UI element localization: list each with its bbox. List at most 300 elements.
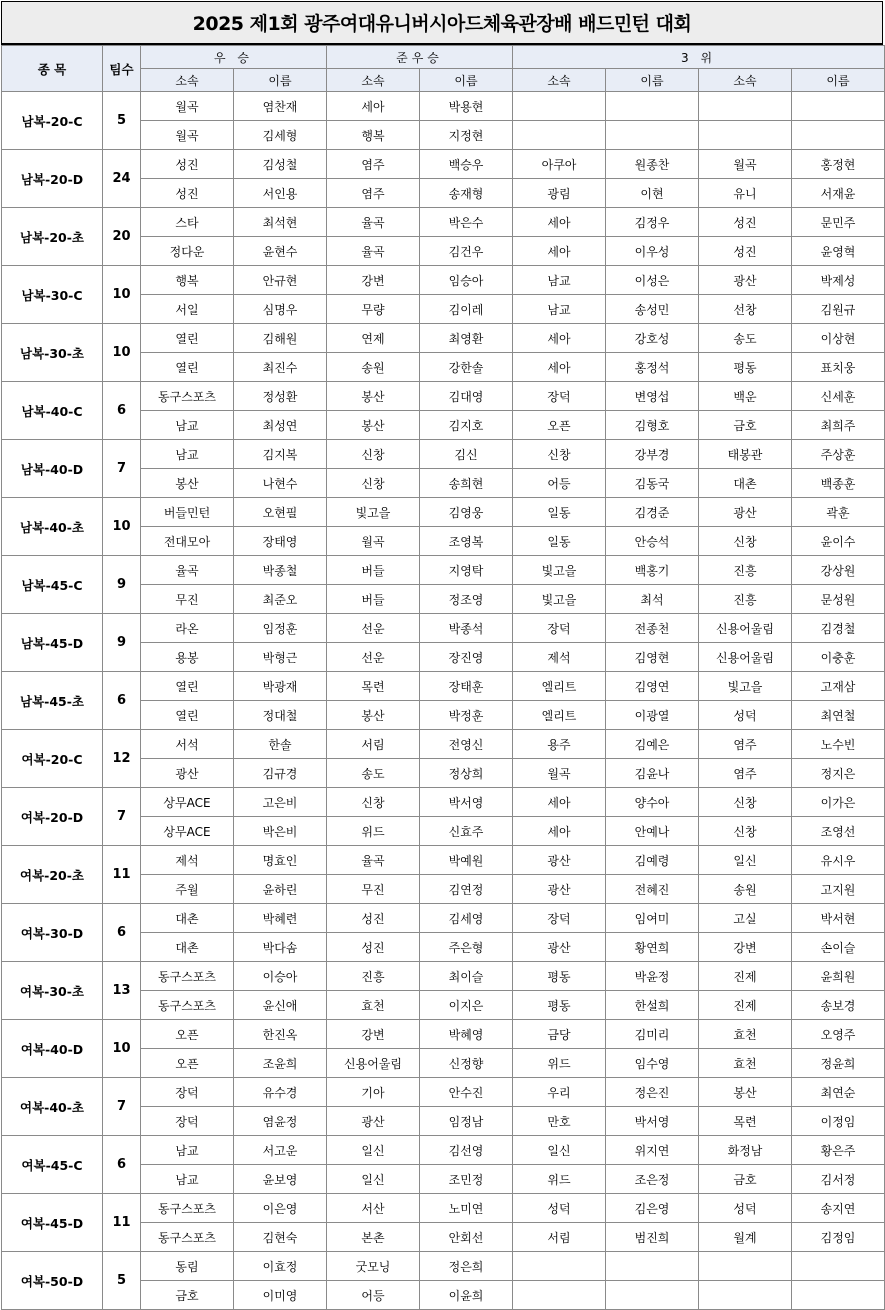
third-a-name: 범진희 [606,1223,699,1252]
header-name: 이름 [420,69,513,92]
third-a-name: 임여미 [606,904,699,933]
runner-up-name: 송재형 [420,179,513,208]
third-b-name: 송보경 [792,991,885,1020]
winner-name: 최석현 [234,208,327,237]
team-count-cell: 10 [103,266,141,324]
runner-up-affiliation: 일신 [327,1165,420,1194]
runner-up-affiliation: 성진 [327,933,420,962]
third-a-affiliation: 위드 [513,1165,606,1194]
runner-up-affiliation: 행복 [327,121,420,150]
winner-name: 최준오 [234,585,327,614]
third-a-name: 전혜진 [606,875,699,904]
third-b-name: 김원규 [792,295,885,324]
runner-up-name: 임정남 [420,1107,513,1136]
third-b-name: 문민주 [792,208,885,237]
winner-affiliation: 전대모아 [141,527,234,556]
third-b-affiliation [699,1281,792,1310]
team-count-cell: 9 [103,614,141,672]
winner-affiliation: 서석 [141,730,234,759]
third-b-name: 윤희원 [792,962,885,991]
third-a-affiliation: 광산 [513,846,606,875]
runner-up-affiliation: 무진 [327,875,420,904]
third-a-name: 김윤나 [606,759,699,788]
third-b-name: 문성원 [792,585,885,614]
category-cell: 남복-30-초 [2,324,103,382]
table-row [2,266,885,295]
runner-up-affiliation: 기아 [327,1078,420,1107]
third-b-affiliation: 선창 [699,295,792,324]
third-b-name: 유시우 [792,846,885,875]
third-a-affiliation: 빛고을 [513,585,606,614]
third-a-name [606,121,699,150]
sheet-title: 2025 제1회 광주여대유니버시아드체육관장배 배드민턴 대회 [1,1,883,45]
third-a-name: 김경준 [606,498,699,527]
runner-up-name: 김신 [420,440,513,469]
runner-up-affiliation: 일신 [327,1136,420,1165]
runner-up-affiliation: 무량 [327,295,420,324]
runner-up-affiliation: 신용어울림 [327,1049,420,1078]
third-b-affiliation: 월계 [699,1223,792,1252]
table-row [2,614,885,643]
third-b-affiliation: 평동 [699,353,792,382]
third-b-affiliation: 성덕 [699,701,792,730]
runner-up-affiliation: 선운 [327,614,420,643]
third-b-affiliation: 유니 [699,179,792,208]
winner-affiliation: 상무ACE [141,788,234,817]
team-count-cell: 10 [103,324,141,382]
table-row [2,1078,885,1107]
winner-affiliation: 동구스포츠 [141,1194,234,1223]
third-b-name: 조영선 [792,817,885,846]
winner-name: 김규경 [234,759,327,788]
third-a-affiliation: 세아 [513,208,606,237]
runner-up-name: 김대영 [420,382,513,411]
table-row [2,962,885,991]
winner-name: 염찬재 [234,92,327,121]
table-row [2,1136,885,1165]
runner-up-affiliation: 서산 [327,1194,420,1223]
winner-name: 김성철 [234,150,327,179]
header-name: 이름 [234,69,327,92]
third-a-name: 박서영 [606,1107,699,1136]
third-b-name [792,1281,885,1310]
third-a-affiliation [513,92,606,121]
third-b-affiliation: 고실 [699,904,792,933]
third-a-name: 양수아 [606,788,699,817]
table-row [2,846,885,875]
winner-name: 유수경 [234,1078,327,1107]
winner-affiliation: 서일 [141,295,234,324]
team-count-cell: 7 [103,440,141,498]
third-a-name: 김예령 [606,846,699,875]
runner-up-affiliation: 신창 [327,469,420,498]
runner-up-name: 정조영 [420,585,513,614]
table-row [2,324,885,353]
third-b-name: 곽훈 [792,498,885,527]
runner-up-affiliation: 송도 [327,759,420,788]
winner-affiliation: 동구스포츠 [141,991,234,1020]
third-b-affiliation: 염주 [699,759,792,788]
third-b-affiliation: 진흥 [699,556,792,585]
category-cell: 여복-30-초 [2,962,103,1020]
winner-affiliation: 열린 [141,324,234,353]
third-a-name: 최석 [606,585,699,614]
runner-up-name: 박예원 [420,846,513,875]
category-cell: 남복-45-초 [2,672,103,730]
header-affiliation: 소속 [327,69,420,92]
runner-up-name: 최영환 [420,324,513,353]
winner-name: 박다솜 [234,933,327,962]
runner-up-name: 박서영 [420,788,513,817]
third-a-affiliation [513,121,606,150]
third-a-name: 안예나 [606,817,699,846]
results-sheet [1,1,883,1310]
winner-affiliation: 동구스포츠 [141,962,234,991]
third-a-affiliation: 장덕 [513,904,606,933]
third-a-affiliation: 엘리트 [513,701,606,730]
winner-affiliation: 오픈 [141,1049,234,1078]
third-a-affiliation: 평동 [513,962,606,991]
winner-affiliation: 열린 [141,701,234,730]
table-row [2,556,885,585]
winner-affiliation: 장덕 [141,1107,234,1136]
category-cell: 여복-30-D [2,904,103,962]
winner-affiliation: 행복 [141,266,234,295]
runner-up-name: 최이슬 [420,962,513,991]
third-a-name: 조은정 [606,1165,699,1194]
third-a-name: 김형호 [606,411,699,440]
winner-name: 나현수 [234,469,327,498]
third-b-affiliation: 신창 [699,817,792,846]
third-a-affiliation: 세아 [513,817,606,846]
winner-affiliation: 대촌 [141,904,234,933]
third-b-affiliation: 빛고을 [699,672,792,701]
header-affiliation: 소속 [141,69,234,92]
runner-up-affiliation: 연제 [327,324,420,353]
winner-name: 명효인 [234,846,327,875]
winner-name: 윤하린 [234,875,327,904]
winner-affiliation: 스타 [141,208,234,237]
third-b-affiliation [699,92,792,121]
third-a-affiliation [513,1252,606,1281]
winner-name: 윤신애 [234,991,327,1020]
team-count-cell: 7 [103,788,141,846]
runner-up-affiliation: 봉산 [327,701,420,730]
third-a-name: 이우성 [606,237,699,266]
runner-up-name: 강한솔 [420,353,513,382]
third-b-name: 이가은 [792,788,885,817]
third-a-name [606,1252,699,1281]
third-b-name: 박제성 [792,266,885,295]
header-teams: 팀수 [103,46,141,92]
third-a-affiliation: 광산 [513,875,606,904]
table-row [2,1020,885,1049]
category-cell: 남복-20-C [2,92,103,150]
winner-name: 서인용 [234,179,327,208]
third-a-name: 홍정석 [606,353,699,382]
third-a-affiliation: 일동 [513,498,606,527]
runner-up-affiliation: 효천 [327,991,420,1020]
winner-name: 정대철 [234,701,327,730]
runner-up-name: 지영탁 [420,556,513,585]
results-table [1,45,885,1310]
third-b-name: 김정임 [792,1223,885,1252]
winner-name: 이승아 [234,962,327,991]
third-a-name: 강부경 [606,440,699,469]
third-b-name: 강상원 [792,556,885,585]
third-a-affiliation: 세아 [513,353,606,382]
winner-name: 윤현수 [234,237,327,266]
third-a-name: 전종천 [606,614,699,643]
third-b-affiliation [699,1252,792,1281]
third-a-name: 김정우 [606,208,699,237]
category-cell: 여복-50-D [2,1252,103,1310]
winner-affiliation: 금호 [141,1281,234,1310]
third-b-name: 최희주 [792,411,885,440]
third-a-affiliation: 성덕 [513,1194,606,1223]
third-b-affiliation: 백운 [699,382,792,411]
third-b-affiliation: 효천 [699,1020,792,1049]
third-a-affiliation: 장덕 [513,382,606,411]
category-cell: 여복-45-C [2,1136,103,1194]
third-a-affiliation: 평동 [513,991,606,1020]
runner-up-name: 주은형 [420,933,513,962]
third-b-name [792,121,885,150]
runner-up-affiliation: 진흥 [327,962,420,991]
winner-name: 한진옥 [234,1020,327,1049]
winner-affiliation: 남교 [141,411,234,440]
third-b-name [792,92,885,121]
team-count-cell: 5 [103,1252,141,1310]
winner-name: 박은비 [234,817,327,846]
header-affiliation: 소속 [513,69,606,92]
third-a-affiliation: 광산 [513,933,606,962]
third-b-name: 정지은 [792,759,885,788]
winner-affiliation: 동구스포츠 [141,382,234,411]
third-b-name: 손이슬 [792,933,885,962]
winner-name: 오현필 [234,498,327,527]
third-b-name: 이충훈 [792,643,885,672]
third-a-name: 변영섭 [606,382,699,411]
third-a-affiliation: 금당 [513,1020,606,1049]
winner-affiliation: 동구스포츠 [141,1223,234,1252]
winner-name: 김현숙 [234,1223,327,1252]
header-name: 이름 [792,69,885,92]
winner-name: 서고운 [234,1136,327,1165]
winner-name: 장태영 [234,527,327,556]
winner-name: 박혜련 [234,904,327,933]
winner-affiliation: 월곡 [141,121,234,150]
third-b-affiliation: 신창 [699,788,792,817]
third-a-name: 김영연 [606,672,699,701]
team-count-cell: 6 [103,672,141,730]
runner-up-affiliation: 광산 [327,1107,420,1136]
winner-name: 김해원 [234,324,327,353]
third-a-affiliation: 용주 [513,730,606,759]
winner-name: 박광재 [234,672,327,701]
runner-up-name: 김연정 [420,875,513,904]
third-b-name [792,1252,885,1281]
runner-up-affiliation: 빛고을 [327,498,420,527]
third-a-affiliation: 월곡 [513,759,606,788]
team-count-cell: 10 [103,498,141,556]
third-b-name: 이정임 [792,1107,885,1136]
third-a-affiliation: 엘리트 [513,672,606,701]
winner-affiliation: 버들민턴 [141,498,234,527]
runner-up-name: 이윤희 [420,1281,513,1310]
runner-up-affiliation: 버들 [327,585,420,614]
third-b-affiliation: 월곡 [699,150,792,179]
team-count-cell: 5 [103,92,141,150]
runner-up-affiliation: 강변 [327,1020,420,1049]
header-category: 종 목 [2,46,103,92]
category-cell: 남복-45-C [2,556,103,614]
winner-affiliation: 제석 [141,846,234,875]
runner-up-name: 김세영 [420,904,513,933]
runner-up-name: 안수진 [420,1078,513,1107]
winner-affiliation: 월곡 [141,92,234,121]
table-row [2,150,885,179]
team-count-cell: 24 [103,150,141,208]
header-runner-up: 준우승 [327,46,513,69]
table-row [2,382,885,411]
third-a-affiliation: 오픈 [513,411,606,440]
runner-up-name: 장태훈 [420,672,513,701]
runner-up-affiliation: 강변 [327,266,420,295]
third-b-name: 서재윤 [792,179,885,208]
table-row [2,208,885,237]
third-a-name: 안승석 [606,527,699,556]
category-cell: 남복-20-초 [2,208,103,266]
category-cell: 여복-40-D [2,1020,103,1078]
third-a-affiliation: 어등 [513,469,606,498]
third-a-affiliation: 일동 [513,527,606,556]
winner-name: 김세형 [234,121,327,150]
table-header [2,46,885,92]
third-b-affiliation: 광산 [699,266,792,295]
winner-affiliation: 남교 [141,1136,234,1165]
third-a-affiliation: 위드 [513,1049,606,1078]
runner-up-name: 조민정 [420,1165,513,1194]
third-a-affiliation: 만호 [513,1107,606,1136]
third-b-affiliation: 신창 [699,527,792,556]
runner-up-name: 전영신 [420,730,513,759]
third-a-name: 한설희 [606,991,699,1020]
runner-up-name: 정은희 [420,1252,513,1281]
table-row [2,440,885,469]
runner-up-name: 신효주 [420,817,513,846]
team-count-cell: 20 [103,208,141,266]
runner-up-affiliation: 염주 [327,150,420,179]
runner-up-name: 박종석 [420,614,513,643]
category-cell: 남복-45-D [2,614,103,672]
runner-up-name: 백승우 [420,150,513,179]
third-b-affiliation: 송원 [699,875,792,904]
runner-up-affiliation: 봉산 [327,411,420,440]
runner-up-name: 안회선 [420,1223,513,1252]
third-a-affiliation: 빛고을 [513,556,606,585]
third-b-affiliation: 송도 [699,324,792,353]
table-row [2,672,885,701]
third-b-name: 고재삼 [792,672,885,701]
third-a-name: 정은진 [606,1078,699,1107]
third-a-affiliation: 광림 [513,179,606,208]
winner-name: 김지복 [234,440,327,469]
runner-up-affiliation: 굿모닝 [327,1252,420,1281]
third-a-affiliation: 세아 [513,788,606,817]
third-a-name: 이현 [606,179,699,208]
third-b-name: 박서현 [792,904,885,933]
team-count-cell: 11 [103,846,141,904]
runner-up-name: 박혜영 [420,1020,513,1049]
third-b-affiliation: 일신 [699,846,792,875]
category-cell: 여복-20-D [2,788,103,846]
winner-name: 임정훈 [234,614,327,643]
third-b-affiliation: 성진 [699,237,792,266]
runner-up-name: 장진영 [420,643,513,672]
third-a-affiliation: 남교 [513,266,606,295]
table-row [2,904,885,933]
third-a-name: 김미리 [606,1020,699,1049]
winner-name: 염윤정 [234,1107,327,1136]
header-third: 3 위 [513,46,885,69]
third-a-name: 이성은 [606,266,699,295]
runner-up-name: 임승아 [420,266,513,295]
third-a-name: 백홍기 [606,556,699,585]
third-b-name: 주상훈 [792,440,885,469]
third-b-name: 고지원 [792,875,885,904]
third-b-name: 송지연 [792,1194,885,1223]
runner-up-name: 노미연 [420,1194,513,1223]
runner-up-name: 송희현 [420,469,513,498]
third-a-name: 김예은 [606,730,699,759]
table-row [2,788,885,817]
team-count-cell: 11 [103,1194,141,1252]
runner-up-affiliation: 월곡 [327,527,420,556]
third-b-affiliation: 효천 [699,1049,792,1078]
third-a-affiliation: 우리 [513,1078,606,1107]
winner-name: 한솔 [234,730,327,759]
table-row [2,92,885,121]
winner-name: 심명우 [234,295,327,324]
third-a-name [606,92,699,121]
category-cell: 여복-20-초 [2,846,103,904]
runner-up-affiliation: 율곡 [327,846,420,875]
winner-name: 조윤희 [234,1049,327,1078]
category-cell: 남복-40-초 [2,498,103,556]
third-b-name: 최연순 [792,1078,885,1107]
third-a-affiliation: 세아 [513,237,606,266]
winner-name: 박형근 [234,643,327,672]
team-count-cell: 10 [103,1020,141,1078]
winner-affiliation: 대촌 [141,933,234,962]
runner-up-affiliation: 성진 [327,904,420,933]
table-row [2,1194,885,1223]
third-a-affiliation: 세아 [513,324,606,353]
third-b-name: 김경철 [792,614,885,643]
winner-affiliation: 열린 [141,353,234,382]
winner-affiliation: 율곡 [141,556,234,585]
third-b-name: 신세훈 [792,382,885,411]
runner-up-affiliation: 서림 [327,730,420,759]
third-b-affiliation: 염주 [699,730,792,759]
third-a-name: 김영현 [606,643,699,672]
third-b-affiliation: 강변 [699,933,792,962]
team-count-cell: 6 [103,904,141,962]
runner-up-name: 이지은 [420,991,513,1020]
runner-up-affiliation: 버들 [327,556,420,585]
team-count-cell: 12 [103,730,141,788]
